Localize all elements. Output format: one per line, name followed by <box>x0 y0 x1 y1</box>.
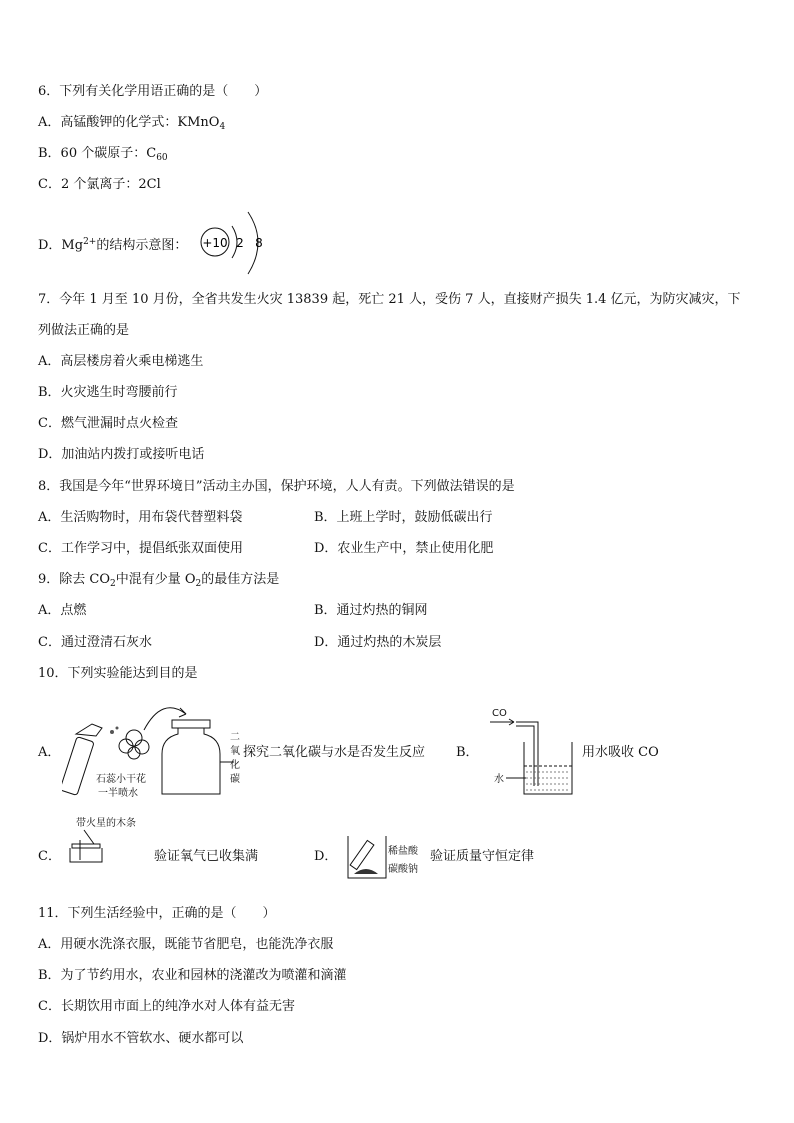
q9-option-a: A．点燃 <box>38 603 87 618</box>
q8-option-b: B．上班上学时，鼓励低碳出行 <box>314 510 493 525</box>
q6-a-text: A．高锰酸钾的化学式：KMnO <box>38 115 220 130</box>
q7-option-a: A．高层楼房着火乘电梯逃生 <box>38 354 204 369</box>
q7-option-d: D．加油站内拨打或接听电话 <box>38 447 205 462</box>
gas-label-2: 氧 <box>230 746 240 757</box>
q9-option-c: C．通过澄清石灰水 <box>38 635 152 650</box>
gas-label-3: 化 <box>230 760 240 771</box>
water-label: 水 <box>494 774 504 785</box>
q6-b-sub: 60 <box>156 153 168 163</box>
test-tube <box>350 840 374 869</box>
q6-d-post: 的结构示意图： <box>96 238 188 253</box>
water-hatching <box>526 772 570 790</box>
q6-stem: 6．下列有关化学用语正确的是（ ） <box>38 84 268 99</box>
q6-b-text: B．60 个碳原子：C <box>38 146 157 161</box>
q7-stem-line2: 列做法正确的是 <box>38 323 130 338</box>
q10-a-figure <box>62 698 247 804</box>
q9-option-b: B．通过灼热的铜网 <box>314 603 428 618</box>
q9-stem-post: 的最佳方法是 <box>201 572 280 587</box>
q10-d-letter: D． <box>314 849 338 864</box>
shell1-count: 2 <box>236 236 244 250</box>
q6-option-d <box>38 234 187 254</box>
gas-jar-lid <box>172 720 210 728</box>
q8-stem: 8．我国是今年“世界环境日”活动主办国，保护环境，人人有责。下列做法错误的是 <box>38 479 515 494</box>
shell2-count: 8 <box>255 236 263 250</box>
gas-label-1: 二 <box>230 732 240 743</box>
spray-mist <box>110 730 114 734</box>
q7-option-c: C．燃气泄漏时点火检查 <box>38 416 178 431</box>
bottle-neck <box>72 844 100 848</box>
q8-option-a: A．生活购物时，用布袋代替塑料袋 <box>38 510 243 525</box>
gas-jar <box>162 728 220 794</box>
spray-mist-2 <box>116 727 119 730</box>
atom-structure-diagram <box>196 208 276 278</box>
flower-label-1: 石蕊小干花 <box>96 774 146 785</box>
glowing-splint <box>84 830 94 844</box>
q10-stem: 10．下列实验能达到目的是 <box>38 666 198 681</box>
q6-option-b <box>38 146 168 166</box>
q9-stem <box>38 572 279 592</box>
q9-option-d: D．通过灼热的木炭层 <box>314 635 442 650</box>
q6-d-sup: 2+ <box>83 237 97 247</box>
q10-c-text: 验证氧气已收集满 <box>154 849 259 864</box>
arrow-head <box>179 708 186 717</box>
q10-c-figure <box>62 814 152 864</box>
q6-option-a <box>38 115 225 135</box>
q10-a-letter: A． <box>38 745 61 760</box>
sodium-carbonate-powder <box>354 869 378 874</box>
q8-option-d: D．农业生产中，禁止使用化肥 <box>314 541 494 556</box>
q10-b-figure <box>488 702 578 798</box>
q6-option-c: C．2 个氯离子：2Cl <box>38 177 161 192</box>
q10-b-letter: B． <box>456 745 479 760</box>
q9-stem-sub2: 2 <box>195 579 202 589</box>
q6-d-text: D．Mg <box>38 238 84 253</box>
q10-d-figure <box>344 830 428 882</box>
q10-b-text: 用水吸收 CO <box>582 745 659 760</box>
collecting-bottle <box>70 848 102 862</box>
q11-option-c: C．长期饮用市面上的纯净水对人体有益无害 <box>38 999 295 1014</box>
flower-label-2: 一半喷水 <box>98 788 138 799</box>
q11-option-d: D．锅炉用水不管软水、硬水都可以 <box>38 1031 244 1046</box>
q6-a-sub: 4 <box>219 122 226 132</box>
carbonate-label: 碳酸钠 <box>388 864 418 875</box>
beaker <box>524 742 572 794</box>
q9-stem-pre: 9．除去 CO <box>38 572 111 587</box>
q7-stem-line1: 7．今年 1 月至 10 月份，全省共发生火灾 13839 起，死亡 21 人，受伤 7 人，直接财产损失 1.4 亿元，为防灾减灾，下 <box>38 292 741 307</box>
co-label: CO <box>492 708 507 719</box>
q11-option-a: A．用硬水洗涤衣服，既能节省肥皂，也能洗净衣服 <box>38 937 334 952</box>
transfer-arrow <box>144 708 186 730</box>
acid-label: 稀盐酸 <box>388 846 418 857</box>
nucleus-charge: +10 <box>202 236 228 250</box>
q7-option-b: B．火灾逃生时弯腰前行 <box>38 385 178 400</box>
q10-d-text: 验证质量守恒定律 <box>430 849 535 864</box>
q11-option-b: B．为了节约用水，农业和园林的浇灌改为喷灌和滴灌 <box>38 968 347 983</box>
spray-bottle-head <box>76 724 102 736</box>
q10-c-letter: C． <box>38 849 61 864</box>
q9-stem-mid: 中混有少量 O <box>115 572 196 587</box>
splint-label: 带火星的木条 <box>76 818 136 829</box>
delivery-tube <box>516 722 538 786</box>
gas-label-4: 碳 <box>230 774 240 785</box>
q11-stem: 11．下列生活经验中，正确的是（ ） <box>38 906 276 921</box>
spray-bottle-body <box>62 737 94 796</box>
litmus-flower <box>119 730 149 759</box>
delivery-tube-inner <box>516 726 534 786</box>
q8-option-c: C．工作学习中，提倡纸张双面使用 <box>38 541 243 556</box>
q9-stem-sub1: 2 <box>110 579 116 589</box>
q10-a-text: 探究二氧化碳与水是否发生反应 <box>243 745 426 760</box>
